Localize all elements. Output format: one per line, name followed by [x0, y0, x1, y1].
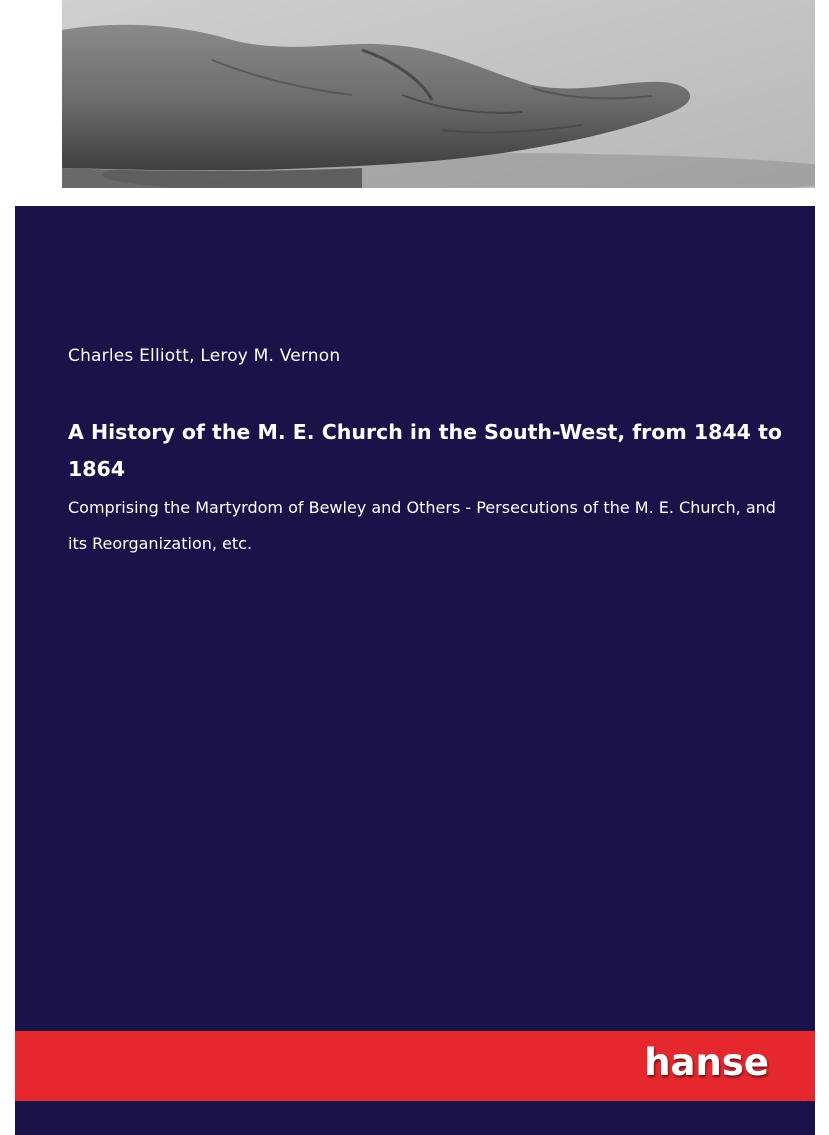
book-title: A History of the M. E. Church in the South-West, from 1844 to 1864	[68, 420, 782, 481]
hand-illustration	[62, 0, 815, 188]
book-authors: Charles Elliott, Leroy M. Vernon	[68, 346, 341, 366]
open-hand-photo	[62, 0, 815, 188]
publisher-logo: hanse	[644, 1041, 769, 1084]
publisher-band	[15, 1031, 815, 1101]
cover-panel	[15, 206, 815, 1135]
book-subtitle: Comprising the Martyrdom of Bewley and Others - Persecutions of the M. E. Church, and its Reorganization, etc.	[68, 498, 776, 553]
